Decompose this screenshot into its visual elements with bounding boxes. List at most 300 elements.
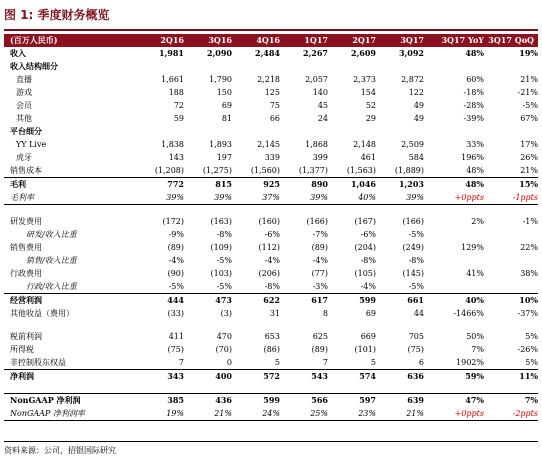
table-cell: 154 <box>360 88 376 97</box>
table-row <box>4 294 538 308</box>
table-cell: 2,218 <box>257 75 280 84</box>
table-cell <box>376 125 424 138</box>
row-label: 会员 <box>16 101 32 110</box>
table-cell: 33% <box>466 140 484 149</box>
table-cell <box>424 280 484 294</box>
table-cell <box>280 125 328 138</box>
table-cell <box>124 60 184 73</box>
table-cell <box>484 205 538 216</box>
table-cell: 8 <box>322 309 328 318</box>
table-cell: 2,267 <box>302 48 328 58</box>
table-cell: 599 <box>232 394 280 408</box>
table-cell <box>124 205 184 216</box>
table-row <box>4 125 538 138</box>
table-cell: -39% <box>463 114 484 123</box>
row-label: 虎牙 <box>16 153 32 162</box>
row-label <box>4 383 124 394</box>
table-cell <box>424 125 484 138</box>
table-cell: 461 <box>360 153 376 162</box>
table-cell: 24 <box>317 114 328 123</box>
table-cell: (89) <box>167 243 184 252</box>
column-header: 3Q17 QoQ <box>488 35 534 45</box>
table-cell: -7% <box>312 230 328 239</box>
table-row <box>4 394 538 408</box>
table-cell: 29 <box>365 114 376 123</box>
table-cell <box>124 125 184 138</box>
table-cell: 40% <box>424 294 484 308</box>
table-cell: 17% <box>520 140 538 149</box>
table-cell: (1,275) <box>202 166 232 175</box>
table-cell: -1% <box>522 217 538 226</box>
table-cell: 339 <box>264 153 280 162</box>
table-cell: 21% <box>184 407 232 421</box>
table-cell: 705 <box>408 332 424 341</box>
table-row <box>4 383 538 394</box>
table-cell: (89) <box>311 243 328 252</box>
table-cell: (1,889) <box>394 166 424 175</box>
table-cell: 40% <box>328 191 376 205</box>
table-cell <box>484 228 538 241</box>
table-cell: (112) <box>258 243 280 252</box>
table-cell: 52 <box>365 101 376 110</box>
table-cell: 444 <box>124 294 184 308</box>
row-label: 销售成本 <box>10 166 42 175</box>
table-cell: 19% <box>124 407 184 421</box>
column-header: 3Q17 YoY <box>441 35 484 45</box>
column-header: 2Q16 <box>160 35 184 45</box>
table-cell <box>232 205 280 216</box>
table-cell: 566 <box>280 394 328 408</box>
row-label: YY Live <box>16 140 47 149</box>
table-cell: 639 <box>376 394 424 408</box>
table-row <box>4 151 538 164</box>
table-row <box>4 47 538 60</box>
table-cell: -5% <box>408 230 424 239</box>
table-cell: 661 <box>376 294 424 308</box>
table-row <box>4 320 538 330</box>
table-cell: -9% <box>168 230 184 239</box>
table-cell <box>424 254 484 267</box>
column-header: 4Q16 <box>256 35 280 45</box>
table-cell <box>184 383 232 394</box>
table-cell <box>280 320 328 330</box>
table-cell: 5 <box>274 358 280 367</box>
table-row <box>4 356 538 370</box>
table-cell: 150 <box>216 88 232 97</box>
table-row <box>4 343 538 356</box>
table-cell: -3% <box>312 282 328 291</box>
table-cell: 400 <box>184 370 232 384</box>
table-cell: -8% <box>264 282 280 291</box>
row-label: 其他 <box>16 114 32 123</box>
table-cell: 39% <box>280 191 328 205</box>
table-cell: (1,560) <box>250 166 280 175</box>
table-cell: 21% <box>376 407 424 421</box>
table-cell: 7 <box>322 358 328 367</box>
table-row <box>4 60 538 73</box>
table-cell: -6% <box>264 230 280 239</box>
table-cell: 67% <box>520 114 538 123</box>
table-row <box>4 370 538 384</box>
row-label <box>4 320 124 330</box>
table-cell <box>328 205 376 216</box>
row-label: 直播 <box>16 75 32 84</box>
table-cell: (167) <box>354 217 376 226</box>
table-cell: -5% <box>216 256 232 265</box>
table-cell: -8% <box>216 230 232 239</box>
table-cell: 72 <box>173 101 184 110</box>
table-cell: -21% <box>517 88 538 97</box>
table-cell <box>184 320 232 330</box>
table-cell: 197 <box>216 153 232 162</box>
table-cell: 47% <box>424 394 484 408</box>
table-cell: 38% <box>520 269 538 278</box>
table-cell: 5% <box>525 358 538 367</box>
table-cell: 5 <box>370 358 376 367</box>
table-cell: 653 <box>264 332 280 341</box>
table-cell: 436 <box>184 394 232 408</box>
table-cell <box>184 60 232 73</box>
table-cell: 1,868 <box>305 140 328 149</box>
table-cell: 45 <box>317 101 328 110</box>
table-cell <box>376 320 424 330</box>
table-cell <box>424 60 484 73</box>
table-row <box>4 205 538 216</box>
table-cell: 890 <box>280 178 328 192</box>
table-cell: (75) <box>407 345 424 354</box>
table-cell: 473 <box>184 294 232 308</box>
table-row <box>4 191 538 205</box>
table-row <box>4 164 538 178</box>
table-cell <box>484 320 538 330</box>
row-label: 毛利率 <box>4 191 124 205</box>
table-cell <box>232 125 280 138</box>
table-row <box>4 138 538 151</box>
table-cell: -4% <box>312 256 328 265</box>
table-row <box>4 215 538 228</box>
row-label: 销售/收入比重 <box>26 256 77 265</box>
table-cell: (70) <box>215 345 232 354</box>
table-row <box>4 241 538 254</box>
row-label: 行政费用 <box>10 269 42 278</box>
table-cell: 636 <box>376 370 424 384</box>
table-row <box>4 267 538 280</box>
table-cell: 2,872 <box>401 75 424 84</box>
table-cell: 572 <box>232 370 280 384</box>
table-cell: 470 <box>216 332 232 341</box>
row-label: 经营利润 <box>4 294 124 308</box>
table-cell: 66 <box>269 114 280 123</box>
table-cell <box>124 320 184 330</box>
table-cell: -1466% <box>453 309 484 318</box>
table-cell: -5% <box>168 282 184 291</box>
table-cell <box>376 60 424 73</box>
row-label: 销售费用 <box>10 243 42 252</box>
row-label: 毛利 <box>4 178 124 192</box>
table-cell: 625 <box>312 332 328 341</box>
table-row <box>4 254 538 267</box>
column-header: 3Q17 <box>400 35 424 45</box>
table-cell: (77) <box>311 269 328 278</box>
table-cell: 196% <box>461 153 484 162</box>
table-cell: 2,090 <box>206 48 232 58</box>
table-cell: (103) <box>210 269 232 278</box>
table-cell: 2,148 <box>353 140 376 149</box>
table-cell: 584 <box>408 153 424 162</box>
table-cell: 1902% <box>456 358 484 367</box>
table-cell: (166) <box>306 217 328 226</box>
table-cell: 81 <box>221 114 232 123</box>
table-cell <box>280 205 328 216</box>
table-cell: (1,563) <box>346 166 376 175</box>
table-cell: 399 <box>312 153 328 162</box>
table-cell: 2,609 <box>350 48 376 58</box>
table-cell: 7 <box>178 358 184 367</box>
table-cell <box>484 280 538 294</box>
table-cell: (249) <box>402 243 424 252</box>
table-cell: 44 <box>413 309 424 318</box>
row-label: 研发/收入比重 <box>26 230 77 239</box>
table-cell <box>484 125 538 138</box>
row-label: 平台细分 <box>10 126 42 136</box>
table-cell: 39% <box>184 191 232 205</box>
table-row <box>4 99 538 112</box>
table-cell: 411 <box>168 332 184 341</box>
table-cell: 48% <box>465 48 484 58</box>
table-cell: 11% <box>484 370 538 384</box>
table-cell: (89) <box>311 345 328 354</box>
table-cell: (86) <box>263 345 280 354</box>
table-cell: 6 <box>418 358 424 367</box>
table-cell <box>424 320 484 330</box>
table-cell: 48% <box>424 178 484 192</box>
row-label: 其他收益（费用） <box>10 309 74 318</box>
table-cell: 1,893 <box>209 140 232 149</box>
table-cell: (160) <box>258 217 280 226</box>
table-cell <box>328 60 376 73</box>
row-label: NonGAAP 净利润率 <box>4 407 124 421</box>
table-cell: 69 <box>221 101 232 110</box>
table-cell: -2ppts <box>484 407 538 421</box>
table-cell: (105) <box>354 269 376 278</box>
table-cell: 1,203 <box>376 178 424 192</box>
table-cell: (166) <box>402 217 424 226</box>
row-label: 游戏 <box>16 88 32 97</box>
table-cell: 925 <box>232 178 280 192</box>
table-cell: 60% <box>466 75 484 84</box>
table-cell: 122 <box>408 88 424 97</box>
table-cell: +0ppts <box>424 407 484 421</box>
table-cell <box>232 320 280 330</box>
table-cell <box>328 383 376 394</box>
table-cell: -1ppts <box>484 191 538 205</box>
source-note: 资料来源：公司，招银国际研究 <box>4 441 538 456</box>
row-label: 收入 <box>10 48 26 58</box>
table-row <box>4 228 538 241</box>
table-header <box>4 34 538 47</box>
table-cell: 385 <box>124 394 184 408</box>
table-cell <box>280 60 328 73</box>
table-cell: 39% <box>376 191 424 205</box>
table-cell: 19% <box>519 48 538 58</box>
table-cell: 59% <box>424 370 484 384</box>
table-cell: (75) <box>167 345 184 354</box>
table-cell: -8% <box>360 256 376 265</box>
table-cell: -5% <box>216 282 232 291</box>
table-cell <box>424 228 484 241</box>
table-cell: 23% <box>328 407 376 421</box>
column-header: 2Q17 <box>352 35 376 45</box>
table-cell: 543 <box>280 370 328 384</box>
table-cell: 1,661 <box>161 75 184 84</box>
table-cell: 10% <box>484 294 538 308</box>
table-cell: 1,838 <box>161 140 184 149</box>
table-cell <box>484 254 538 267</box>
table-cell: 2,373 <box>353 75 376 84</box>
table-cell: -8% <box>408 256 424 265</box>
table-cell: 25% <box>280 407 328 421</box>
table-cell: +0ppts <box>424 191 484 205</box>
table-cell <box>184 125 232 138</box>
table-cell: (1,377) <box>298 166 328 175</box>
table-row <box>4 73 538 86</box>
table-cell: 772 <box>124 178 184 192</box>
column-header: 3Q16 <box>208 35 232 45</box>
table-cell <box>328 125 376 138</box>
table-cell: 1,046 <box>328 178 376 192</box>
table-cell: (1,208) <box>154 166 184 175</box>
table-cell: 574 <box>328 370 376 384</box>
table-cell: 75 <box>269 101 280 110</box>
table-cell: 0 <box>226 358 232 367</box>
table-cell: 617 <box>280 294 328 308</box>
table-cell: 22% <box>520 243 538 252</box>
table-cell: -26% <box>517 345 538 354</box>
table-cell <box>328 320 376 330</box>
table-cell: 143 <box>168 153 184 162</box>
table-cell: -5% <box>522 101 538 110</box>
table-row <box>4 330 538 343</box>
row-label <box>4 205 124 216</box>
table-row <box>4 178 538 192</box>
table-cell <box>424 205 484 216</box>
table-cell: 37% <box>232 191 280 205</box>
table-row <box>4 280 538 294</box>
table-cell: 26% <box>520 153 538 162</box>
table-cell: 41% <box>466 269 484 278</box>
table-cell: 21% <box>520 75 538 84</box>
table-cell: 50% <box>466 332 484 341</box>
table-cell <box>232 60 280 73</box>
table-cell <box>184 205 232 216</box>
table-cell: 24% <box>232 407 280 421</box>
table-row <box>4 407 538 421</box>
table-cell: -37% <box>517 309 538 318</box>
row-label: 收入结构细分 <box>10 61 58 71</box>
unit-label: (百万人民币) <box>10 35 58 45</box>
table-cell: -5% <box>408 282 424 291</box>
table-cell: (101) <box>354 345 376 354</box>
table-cell: 2,509 <box>401 140 424 149</box>
table-cell: 48% <box>466 166 484 175</box>
table-cell <box>124 383 184 394</box>
table-cell: 188 <box>168 88 184 97</box>
table-cell: 39% <box>124 191 184 205</box>
table-cell: -28% <box>463 101 484 110</box>
table-row <box>4 86 538 99</box>
row-label: 非控制股东权益 <box>10 358 66 367</box>
table-cell: (145) <box>402 269 424 278</box>
table-cell: (163) <box>210 217 232 226</box>
table-cell: -4% <box>264 256 280 265</box>
table-cell: (33) <box>167 309 184 318</box>
table-cell: -4% <box>168 256 184 265</box>
table-cell: 31 <box>269 309 280 318</box>
row-label: 税前利润 <box>10 332 42 341</box>
table-cell: (172) <box>162 217 184 226</box>
table-cell: 5% <box>525 332 538 341</box>
table-cell <box>424 383 484 394</box>
financial-table <box>4 47 538 421</box>
table-cell: 140 <box>312 88 328 97</box>
table-cell: (204) <box>354 243 376 252</box>
table-cell <box>484 383 538 394</box>
table-cell: 15% <box>484 178 538 192</box>
table-cell: 1,981 <box>158 48 184 58</box>
table-cell: 59 <box>173 114 184 123</box>
table-cell <box>376 205 424 216</box>
table-cell: 622 <box>232 294 280 308</box>
table-cell: 7% <box>484 394 538 408</box>
table-cell <box>232 383 280 394</box>
table-cell: (206) <box>258 269 280 278</box>
table-cell: 2% <box>471 217 484 226</box>
table-cell: 669 <box>360 332 376 341</box>
table-cell: -18% <box>463 88 484 97</box>
table-cell: 3,092 <box>398 48 424 58</box>
table-cell: 129% <box>461 243 484 252</box>
table-cell: -6% <box>360 230 376 239</box>
row-label: 所得税 <box>10 345 34 354</box>
table-cell: 2,145 <box>257 140 280 149</box>
table-row <box>4 307 538 320</box>
table-cell: 69 <box>365 309 376 318</box>
table-cell: 2,484 <box>254 48 280 58</box>
column-header: 1Q17 <box>304 35 328 45</box>
table-cell: 7% <box>471 345 484 354</box>
figure-title: 图 1: 季度财务概览 <box>4 6 538 31</box>
table-cell: -4% <box>360 282 376 291</box>
table-cell: 2,057 <box>305 75 328 84</box>
table-cell: 599 <box>328 294 376 308</box>
table-cell: 125 <box>264 88 280 97</box>
table-cell <box>280 383 328 394</box>
table-cell <box>484 60 538 73</box>
row-label: NonGAAP 净利润 <box>4 394 124 408</box>
table-cell: 343 <box>124 370 184 384</box>
row-label: 研发费用 <box>10 217 42 226</box>
table-row <box>4 112 538 125</box>
row-label: 行政/收入比重 <box>26 282 77 291</box>
table-cell: (3) <box>220 309 232 318</box>
table-cell: 49 <box>413 114 424 123</box>
table-cell: 815 <box>184 178 232 192</box>
table-cell: 1,790 <box>209 75 232 84</box>
row-label: 净利润 <box>4 370 124 384</box>
table-cell: 21% <box>520 166 538 175</box>
table-cell: (109) <box>210 243 232 252</box>
table-cell <box>376 383 424 394</box>
